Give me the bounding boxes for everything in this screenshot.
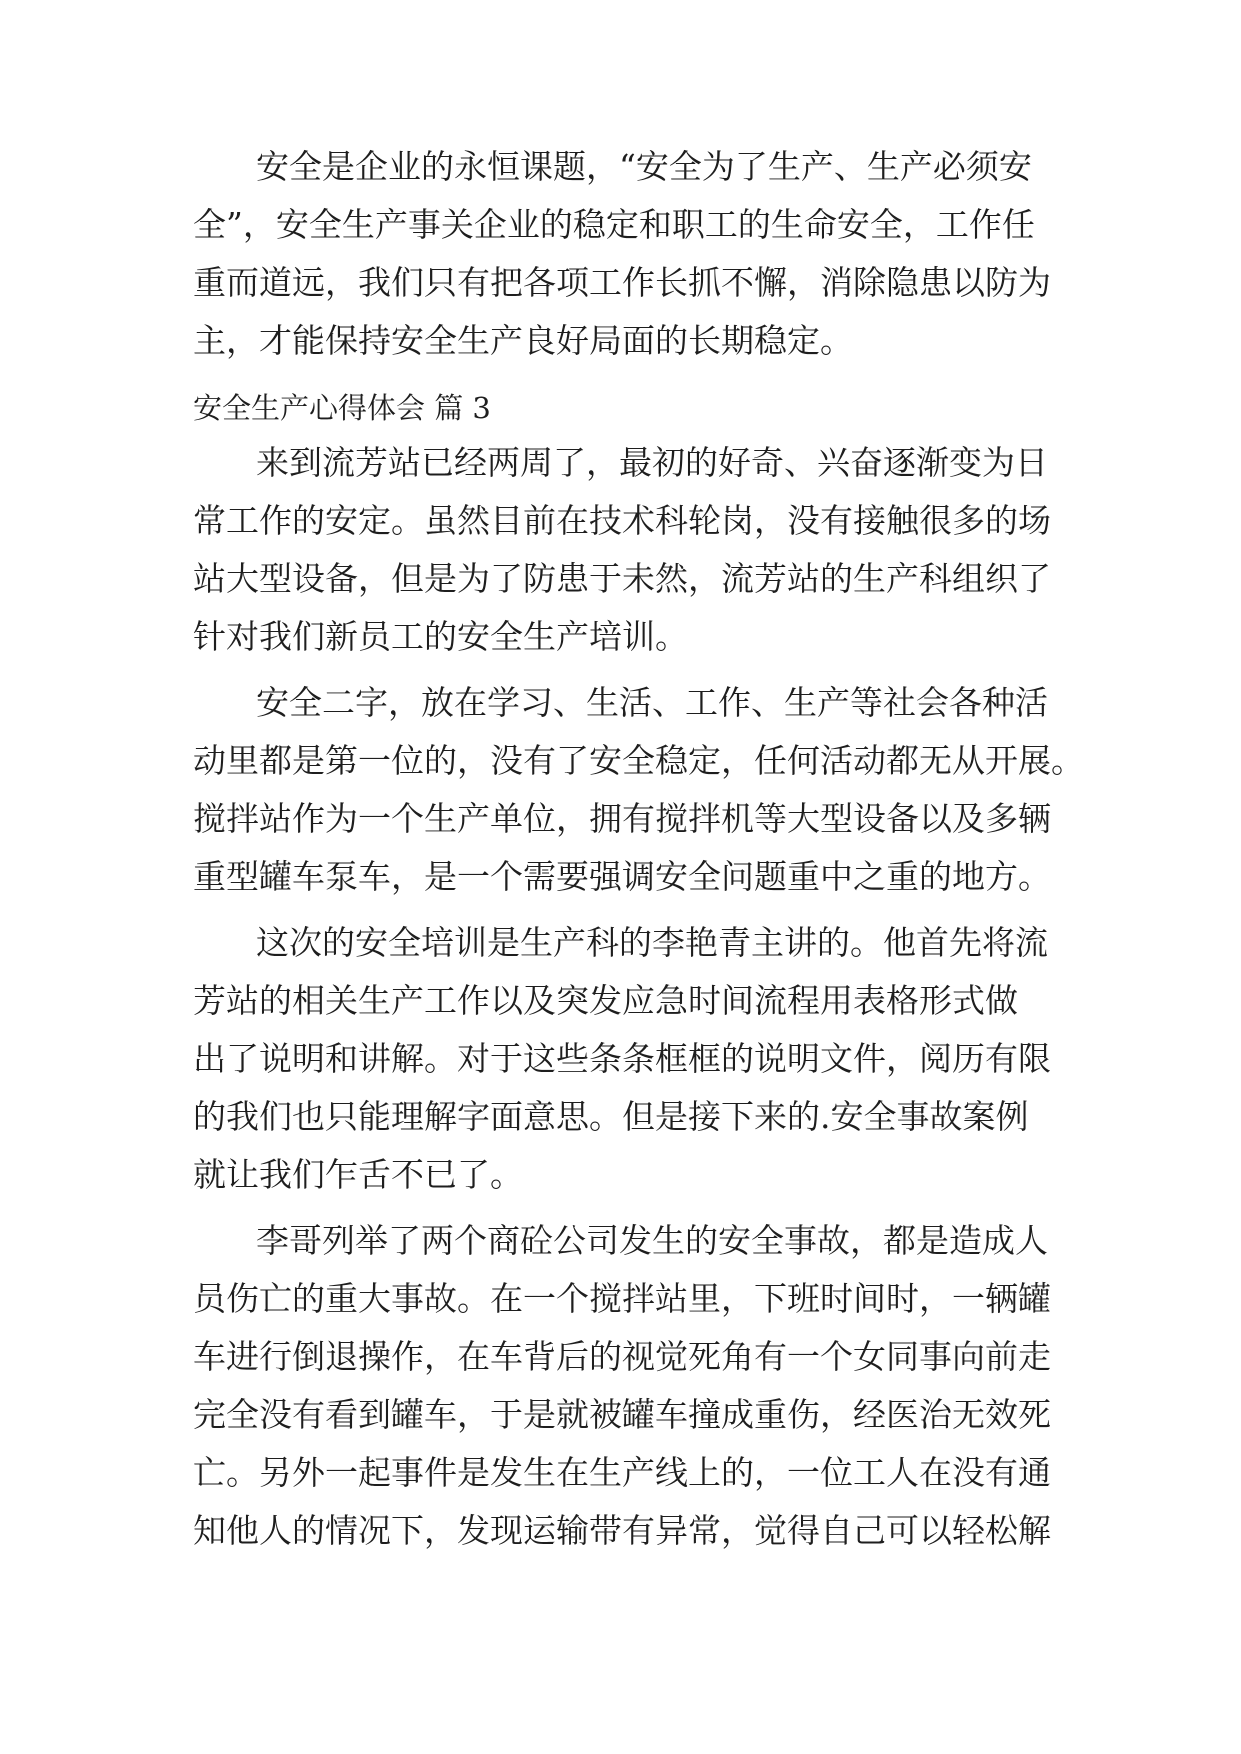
- text-line: 主，才能保持安全生产良好局面的长期稳定。: [193, 321, 853, 360]
- text-line: 重型罐车泵车，是一个需要强调安全问题重中之重的地方。: [193, 857, 1051, 896]
- text-line: 动里都是第一位的，没有了安全稳定，任何活动都无从开展。: [193, 741, 1084, 780]
- text-line: 李哥列举了两个商砼公司发生的安全事故，都是造成人: [256, 1221, 1048, 1260]
- text-line: 完全没有看到罐车，于是就被罐车撞成重伤，经医治无效死: [193, 1395, 1051, 1434]
- text-line: 全”，安全生产事关企业的稳定和职工的生命安全，工作任: [193, 205, 1035, 244]
- text-line: 知他人的情况下，发现运输带有异常，觉得自己可以轻松解: [193, 1511, 1051, 1550]
- text-line: 出了说明和讲解。对于这些条条框框的说明文件，阅历有限: [193, 1039, 1051, 1078]
- text-line: 常工作的安定。虽然目前在技术科轮岗，没有接触很多的场: [193, 501, 1051, 540]
- text-line: 来到流芳站已经两周了，最初的好奇、兴奋逐渐变为日: [256, 443, 1048, 482]
- text-line: 重而道远，我们只有把各项工作长抓不懈，消除隐患以防为: [193, 263, 1051, 302]
- text-line: 就让我们乍舌不已了。: [193, 1155, 523, 1194]
- text-line: 搅拌站作为一个生产单位，拥有搅拌机等大型设备以及多辆: [193, 799, 1051, 838]
- section-heading: 安全生产心得体会 篇 3: [193, 391, 491, 425]
- text-line: 针对我们新员工的安全生产培训。: [193, 617, 688, 656]
- text-line: 的我们也只能理解字面意思。但是接下来的.安全事故案例: [193, 1097, 1029, 1136]
- text-line: 车进行倒退操作，在车背后的视觉死角有一个女同事向前走: [193, 1337, 1051, 1376]
- text-line: 亡。另外一起事件是发生在生产线上的，一位工人在没有通: [193, 1453, 1051, 1492]
- text-line: 安全是企业的永恒课题，“安全为了生产、生产必须安: [256, 147, 1032, 186]
- text-line: 芳站的相关生产工作以及突发应急时间流程用表格形式做: [193, 981, 1018, 1020]
- text-line: 这次的安全培训是生产科的李艳青主讲的。他首先将流: [256, 923, 1048, 962]
- text-line: 站大型设备，但是为了防患于未然，流芳站的生产科组织了: [193, 559, 1051, 598]
- text-line: 员伤亡的重大事故。在一个搅拌站里，下班时间时，一辆罐: [193, 1279, 1051, 1318]
- text-line: 安全二字，放在学习、生活、工作、生产等社会各种活: [256, 683, 1048, 722]
